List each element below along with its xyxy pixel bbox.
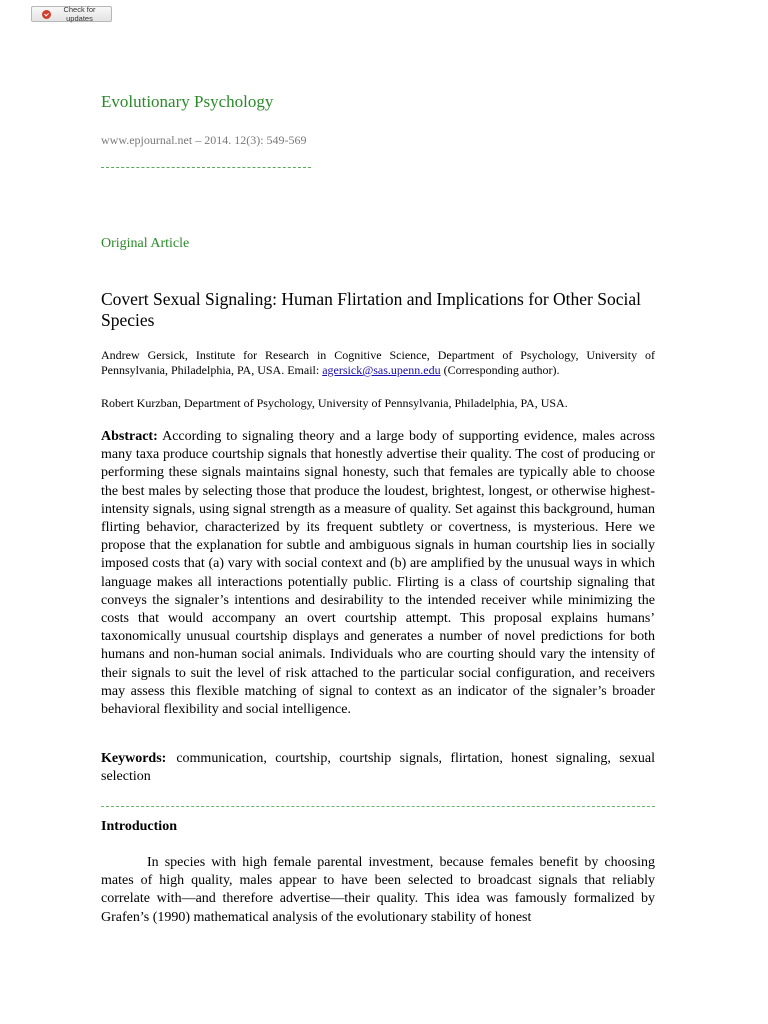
article-title: Covert Sexual Signaling: Human Flirtation and Implications for Other Social Species (101, 289, 641, 330)
keywords-text: communication, courtship, courtship signals, flirtation, honest signaling, sexual selection (101, 751, 655, 784)
introduction-paragraph: In species with high female parental investment, because females benefit by choosing mates of high quality, males appear to have been selected to broadcast signals that reliably correlate with—and therefore advertise—their quality. This idea was famously formalized by Grafen’s (1990) mathematical analysis of the evolutionary stability of honest (101, 855, 655, 925)
introduction-heading: Introduction (101, 819, 177, 834)
check-circle-icon (42, 10, 51, 19)
article-type: Original Article (101, 236, 190, 251)
section-divider (101, 806, 655, 807)
author-1-suffix: (Corresponding author). (440, 363, 560, 377)
keywords-label: Keywords: (101, 751, 167, 766)
author-1-text: Andrew Gersick, Institute for Research in Cognitive Science, Department of Psychology, University of Pennsylvania, Philadelphia, PA, USA. Email: (101, 348, 655, 377)
check-for-updates-button[interactable] (31, 6, 112, 22)
abstract-text: According to signaling theory and a large body of supporting evidence, males across many taxa produce courtship signals that honestly advertise their quality. The cost of producing or performing these signals maintains signal honesty, such that females are typically able to choose the best males by selecting those that produce the loudest, brightest, longest, or otherwise highest-intensity signals, using signal strength as a measure of quality. Set against this background, human flirting behavior, characterized by its frequent subtlety or covertness, is mysterious. Here we propose that the explanation for subtle and ambiguous signals in human courtship lies in socially imposed costs that (a) vary with social context and (b) are amplified by the unusual ways in which language makes all interactions potentially public. Flirting is a class of courtship signaling that conveys the signaler’s intentions and desirability to the intended receiver while minimizing the costs that would accompany an overt courtship attempt. This proposal explains humans’ taxonomically unusual courtship displays and generates a number of novel predictions for both humans and non-human social animals. Individuals who are courting should vary the intensity of their signals to suit the level of risk attached to the particular social configuration, and receivers may assess this flexible matching of signal to context as an indicator of the signaler’s broader behavioral flexibility and social intelligence. (101, 429, 656, 718)
abstract-label: Abstract: (101, 429, 158, 444)
check-for-updates-label: Check for updates (63, 5, 96, 23)
header-divider (101, 167, 311, 168)
keywords (101, 750, 655, 786)
journal-name: Evolutionary Psychology (101, 92, 274, 111)
journal-meta: www.epjournal.net – 2014. 12(3): 549-569 (101, 133, 307, 147)
abstract (101, 428, 655, 719)
author-affiliation-1 (101, 348, 655, 378)
author-affiliation-2: Robert Kurzban, Department of Psychology, University of Pennsylvania, Philadelphia, PA, USA. (101, 396, 568, 410)
author-email-link[interactable]: agersick@sas.upenn.edu (322, 363, 441, 377)
